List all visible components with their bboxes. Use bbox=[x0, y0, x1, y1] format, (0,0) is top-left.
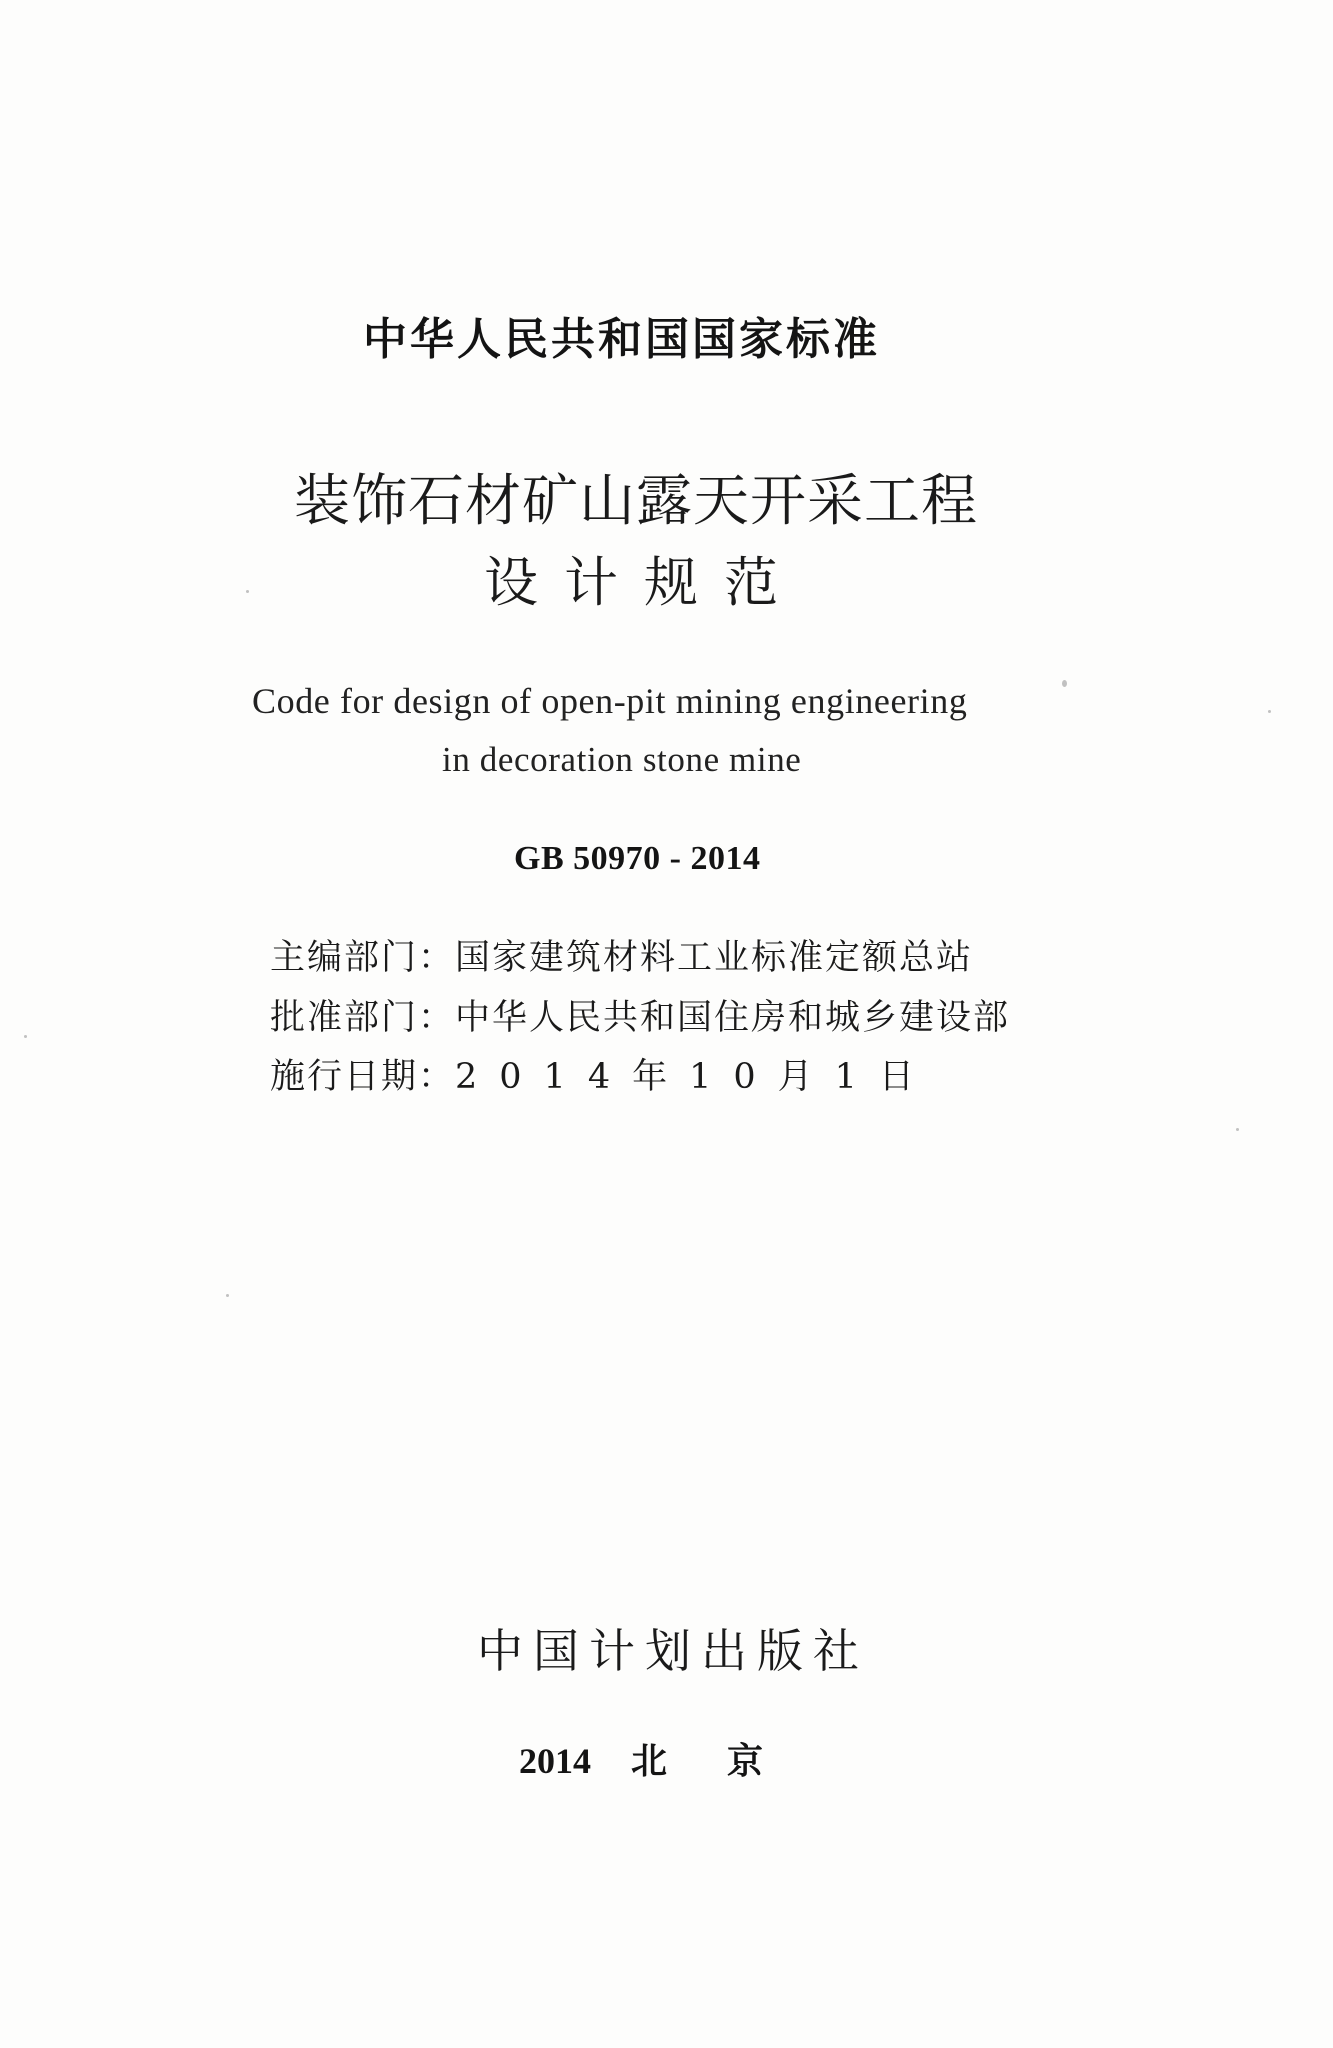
editor-department-value: 国家建筑材料工业标准定额总站 bbox=[455, 938, 974, 978]
publication-year-place bbox=[519, 1743, 823, 1780]
scan-speck bbox=[1236, 1128, 1239, 1131]
national-standard-heading: 中华人民共和国国家标准 bbox=[363, 314, 880, 365]
scan-speck bbox=[1268, 710, 1271, 713]
title-cn-line2: 设计规范 bbox=[484, 551, 804, 614]
publisher-name: 中国计划出版社 bbox=[477, 1624, 869, 1678]
effective-date-row bbox=[270, 1057, 936, 1097]
title-cn-line1: 装饰石材矿山露天开采工程 bbox=[294, 469, 978, 534]
approver-department-row bbox=[270, 998, 1011, 1038]
publication-city: 北京 bbox=[631, 1741, 824, 1782]
scan-speck bbox=[246, 590, 249, 593]
scan-speck bbox=[24, 1035, 27, 1038]
editor-department-row bbox=[270, 938, 974, 978]
title-en-line2: in decoration stone mine bbox=[442, 740, 802, 779]
title-en-line1: Code for design of open-pit mining engineering bbox=[252, 681, 968, 721]
editor-department-label: 主编部门： bbox=[270, 938, 456, 978]
effective-date-label: 施行日期： bbox=[270, 1057, 456, 1097]
scan-speck bbox=[226, 1294, 229, 1297]
effective-date-value: 2014年10月1日 bbox=[455, 1057, 936, 1097]
publication-year: 2014 bbox=[519, 1741, 591, 1781]
standard-code: GB 50970 - 2014 bbox=[514, 840, 761, 877]
approver-department-value: 中华人民共和国住房和城乡建设部 bbox=[455, 998, 1011, 1038]
scan-speck bbox=[1062, 680, 1067, 687]
approver-department-label: 批准部门： bbox=[270, 998, 456, 1038]
